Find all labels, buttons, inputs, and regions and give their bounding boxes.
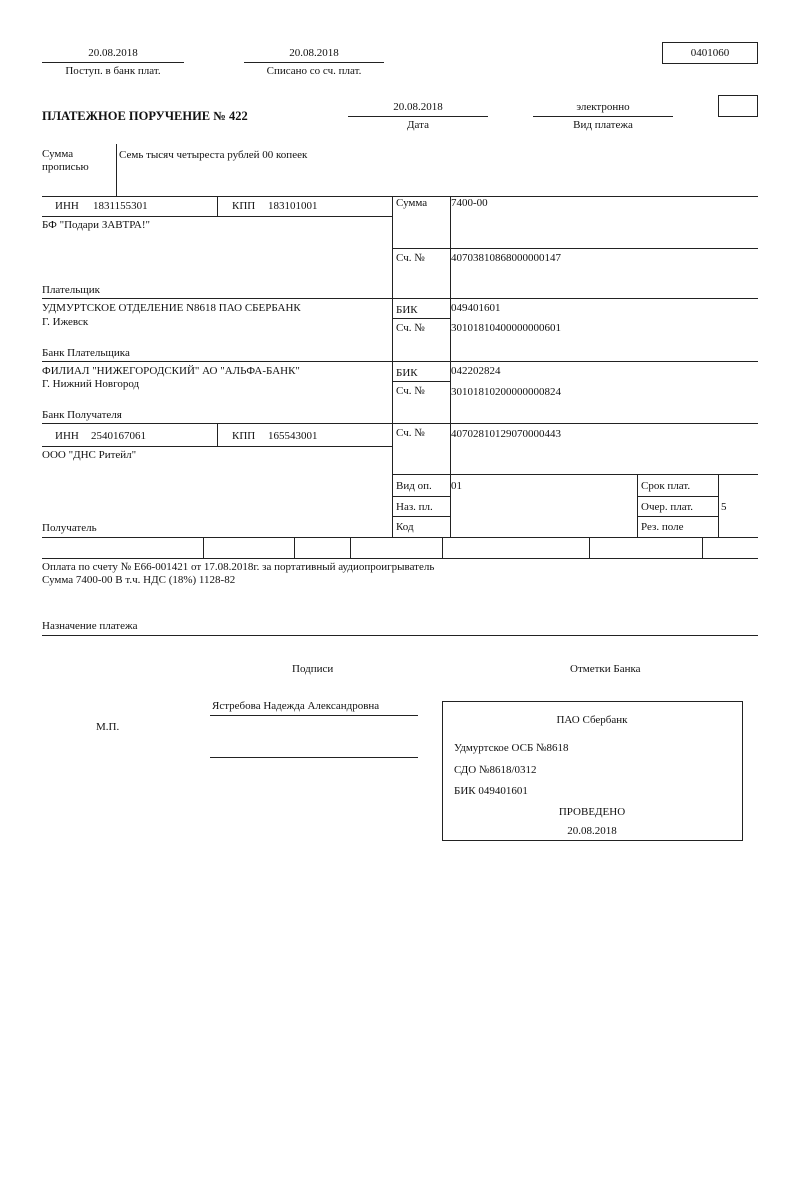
recipient-name: ООО "ДНС Ритейл" bbox=[42, 449, 137, 461]
payer-label: Плательщик bbox=[42, 284, 100, 296]
divider bbox=[702, 537, 703, 558]
recipient-kpp-label: КПП bbox=[232, 430, 256, 442]
payment-type: электронно bbox=[576, 101, 630, 113]
divider bbox=[350, 537, 351, 558]
recipient-bank-bik: 042202824 bbox=[451, 365, 501, 377]
stamp-bik: БИК 049401601 bbox=[454, 785, 528, 797]
stamp-bank-name: ПАО Сбербанк bbox=[556, 714, 628, 726]
divider bbox=[392, 248, 758, 249]
code-label: Код bbox=[396, 521, 414, 533]
divider bbox=[217, 423, 218, 446]
signatures-label: Подписи bbox=[292, 663, 334, 675]
amount-words-label-line1: Сумма bbox=[42, 148, 74, 160]
recipient-kpp: 165543001 bbox=[268, 430, 318, 442]
recipient-bank-account: 30101810200000000824 bbox=[451, 386, 561, 398]
payer-kpp-label: КПП bbox=[232, 200, 256, 212]
divider bbox=[42, 216, 392, 217]
debited-date: 20.08.2018 bbox=[289, 47, 339, 59]
payment-type-label: Вид платежа bbox=[573, 119, 633, 131]
divider bbox=[244, 62, 384, 63]
document-date-label: Дата bbox=[407, 119, 429, 131]
document-date: 20.08.2018 bbox=[393, 101, 443, 113]
payer-bank-name: УДМУРТСКОЕ ОТДЕЛЕНИЕ N8618 ПАО СБЕРБАНК bbox=[42, 302, 301, 314]
divider bbox=[392, 474, 758, 475]
payer-bank-bik: 049401601 bbox=[451, 302, 501, 314]
priority-value: 5 bbox=[721, 501, 727, 513]
signer-name: Ястребова Надежда Александровна bbox=[212, 700, 380, 712]
payer-kpp: 183101001 bbox=[268, 200, 318, 212]
divider bbox=[392, 318, 450, 319]
recipient-bank-city: Г. Нижний Новгород bbox=[42, 378, 140, 390]
payer-bank-label: Банк Плательщика bbox=[42, 347, 130, 359]
received-date: 20.08.2018 bbox=[88, 47, 138, 59]
payer-bank-city: Г. Ижевск bbox=[42, 316, 89, 328]
recipient-account: 40702810129070000443 bbox=[451, 428, 561, 440]
payer-bank-account: 30101810400000000601 bbox=[451, 322, 561, 334]
divider bbox=[42, 361, 758, 362]
recipient-bank-bik-label: БИК bbox=[396, 367, 418, 379]
recipient-label: Получатель bbox=[42, 522, 97, 534]
divider bbox=[42, 298, 758, 299]
divider bbox=[718, 474, 719, 537]
divider bbox=[392, 196, 393, 537]
purpose-label: Назначение платежа bbox=[42, 620, 138, 632]
payment-status-box bbox=[718, 95, 758, 117]
bank-marks-label: Отметки Банка bbox=[570, 663, 641, 675]
amount-words-value: Семь тысяч четыреста рублей 00 копеек bbox=[119, 149, 308, 161]
divider bbox=[217, 196, 218, 216]
purpose-line2: Сумма 7400-00 В т.ч. НДС (18%) 1128-82 bbox=[42, 574, 236, 586]
stamp-branch: Удмуртское ОСБ №8618 bbox=[454, 742, 569, 754]
op-type-value: 01 bbox=[451, 480, 462, 492]
amount-words-label-line2: прописью bbox=[42, 161, 89, 173]
divider bbox=[42, 423, 758, 424]
payer-inn-label: ИНН bbox=[55, 200, 79, 212]
recipient-inn: 2540167061 bbox=[91, 430, 146, 442]
divider bbox=[348, 116, 488, 117]
divider bbox=[116, 144, 117, 196]
divider bbox=[637, 496, 718, 497]
divider bbox=[589, 537, 590, 558]
payer-account-label: Сч. № bbox=[396, 252, 425, 264]
recipient-bank-name: ФИЛИАЛ "НИЖЕГОРОДСКИЙ" АО "АЛЬФА-БАНК" bbox=[42, 365, 300, 377]
divider bbox=[637, 474, 638, 537]
divider bbox=[294, 537, 295, 558]
divider bbox=[42, 537, 758, 538]
divider bbox=[42, 446, 392, 447]
stamp-date: 20.08.2018 bbox=[567, 825, 617, 837]
signature-line bbox=[210, 757, 418, 758]
divider bbox=[203, 537, 204, 558]
recipient-bank-account-label: Сч. № bbox=[396, 385, 425, 397]
purpose-line1: Оплата по счету № Е66-001421 от 17.08.2018г. за портативный аудиопроигрыватель bbox=[42, 561, 435, 573]
payer-name: БФ "Подари ЗАВТРА!" bbox=[42, 219, 150, 231]
purpose-code-label: Наз. пл. bbox=[396, 501, 433, 513]
divider bbox=[42, 62, 184, 63]
divider bbox=[392, 516, 450, 517]
divider bbox=[450, 298, 451, 423]
divider bbox=[42, 635, 758, 636]
sum-value: 7400-00 bbox=[451, 197, 488, 209]
payer-bank-bik-label: БИК bbox=[396, 304, 418, 316]
divider bbox=[442, 537, 443, 558]
priority-label: Очер. плат. bbox=[641, 501, 694, 513]
divider bbox=[392, 496, 450, 497]
divider bbox=[637, 516, 718, 517]
stamp-office: СДО №8618/0312 bbox=[454, 764, 537, 776]
payer-inn: 1831155301 bbox=[93, 200, 148, 212]
document-title: ПЛАТЕЖНОЕ ПОРУЧЕНИЕ № 422 bbox=[42, 109, 248, 123]
term-label: Срок плат. bbox=[641, 480, 691, 492]
payer-account: 40703810868000000147 bbox=[451, 252, 561, 264]
sum-label: Сумма bbox=[396, 197, 428, 209]
recipient-bank-label: Банк Получателя bbox=[42, 409, 122, 421]
stamp-label: М.П. bbox=[96, 721, 120, 733]
form-code-box bbox=[662, 42, 758, 64]
divider bbox=[392, 381, 450, 382]
op-type-label: Вид оп. bbox=[396, 480, 432, 492]
reserve-label: Рез. поле bbox=[641, 521, 684, 533]
signature-line bbox=[210, 715, 418, 716]
debited-date-label: Списано со сч. плат. bbox=[266, 65, 362, 77]
recipient-inn-label: ИНН bbox=[55, 430, 79, 442]
stamp-status: ПРОВЕДЕНО bbox=[558, 806, 626, 818]
received-date-label: Поступ. в банк плат. bbox=[65, 65, 161, 77]
divider bbox=[42, 558, 758, 559]
bank-stamp bbox=[442, 701, 743, 841]
recipient-account-label: Сч. № bbox=[396, 427, 425, 439]
divider bbox=[533, 116, 673, 117]
payer-bank-account-label: Сч. № bbox=[396, 322, 425, 334]
form-code: 0401060 bbox=[690, 47, 730, 59]
